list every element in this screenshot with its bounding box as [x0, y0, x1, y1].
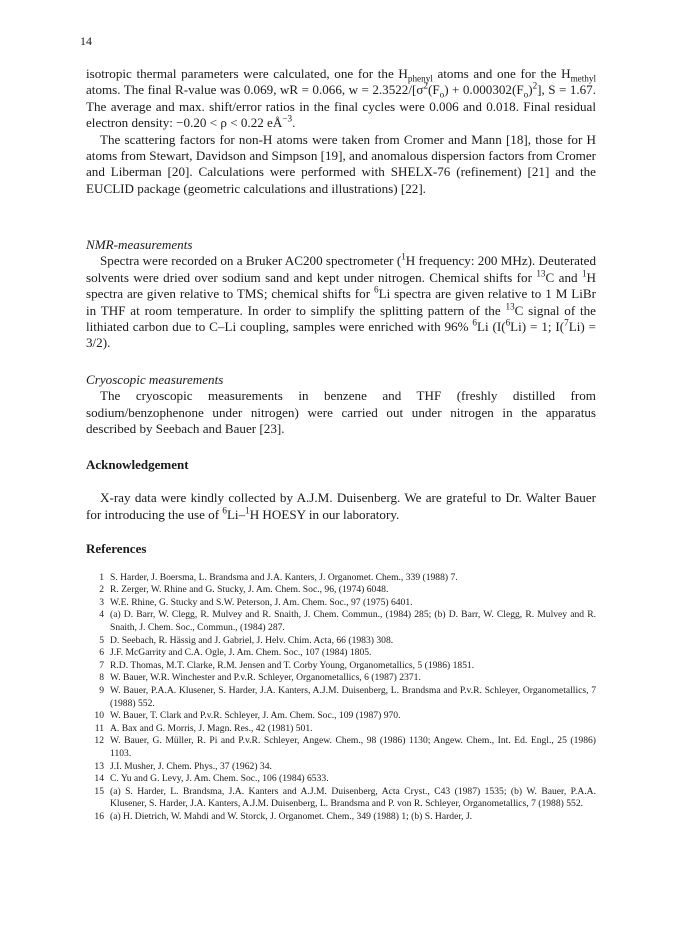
reference-number: 16	[94, 810, 104, 822]
reference-item	[86, 811, 596, 824]
reference-item	[86, 773, 596, 786]
reference-text: W. Bauer, G. Müller, R. Pi and P.v.R. Schleyer, Angew. Chem., 98 (1986) 1130; Angew. Chem., Int. Ed. Engl., 25 (1986) 1103.	[110, 735, 596, 759]
text-run: H frequency: 200 MHz). Deuterated solvents were dried over sodium sand and kept under nitrogen. Chemical shifts for	[86, 253, 596, 285]
reference-item	[86, 786, 596, 811]
reference-item	[86, 710, 596, 723]
reference-number: 1	[99, 571, 104, 583]
reference-item	[86, 735, 596, 760]
text-run: 1	[581, 268, 587, 279]
text-run: H spectra are given relative to TMS; chemical shifts for	[86, 269, 596, 302]
crystal-paragraph-1	[86, 66, 596, 132]
text-run: atoms and one for the H	[432, 66, 571, 81]
text-run: Li) = 3/2).	[86, 319, 596, 351]
reference-number: 7	[99, 659, 104, 671]
text-run: 6	[472, 317, 477, 328]
text-run: atoms. The final R-value was 0.069, wR = 0.066, w = 2.3522/[σ	[86, 82, 424, 98]
reference-text: J.I. Musher, J. Chem. Phys., 37 (1962) 34.	[110, 760, 272, 772]
text-run: o	[523, 90, 529, 101]
text-run: o	[439, 90, 445, 101]
text-run: 1	[401, 252, 406, 263]
reference-number: 14	[94, 773, 104, 785]
reference-number: 8	[99, 672, 104, 684]
crystal-section	[86, 66, 596, 197]
text-run: Li–	[226, 506, 246, 522]
reference-item	[86, 647, 596, 660]
reference-number: 13	[94, 760, 104, 772]
reference-number: 9	[99, 684, 104, 696]
text-run: Spectra were recorded on a Bruker AC200 spectrometer (	[100, 253, 402, 269]
ack-section	[86, 457, 596, 523]
references-section	[86, 543, 596, 823]
text-run: −3	[282, 113, 293, 124]
text-run: C signal of the lithiated carbon due to C–Li coupling, samples were enriched with 96%	[86, 302, 596, 335]
reference-text: (a) S. Harder, L. Brandsma, J.A. Kanters and A.J.M. Duisenberg, Acta Cryst., C43 (1987) 1535; (b) W. Bauer, P.A.A. Klusener, S. Harder, J.A. Kanters, A.J.M. Duisenberg, L. Brandsma and P. von R. Schleyer, Organometallics, 7 (1988) 552.	[110, 785, 596, 810]
reference-item	[86, 672, 596, 685]
text-run: Li (I(	[476, 319, 506, 335]
reference-item	[86, 584, 596, 597]
text-run: 6	[222, 505, 227, 516]
ack-heading: Acknowledgement	[86, 457, 189, 472]
reference-number: 10	[94, 710, 104, 722]
text-run: Li spectra are given relative to 1 M LiBr in THF at room temperature. In order to simplify the splitting pattern of the	[86, 286, 596, 318]
reference-text: J.F. McGarrity and C.A. Ogle, J. Am. Chem. Soc., 107 (1984) 1805.	[110, 647, 372, 659]
text-run: H HOESY in our laboratory.	[249, 506, 400, 522]
references-heading: References	[86, 541, 147, 556]
page-number: 14	[80, 34, 92, 48]
reference-number: 12	[94, 735, 104, 747]
reference-item	[86, 761, 596, 774]
reference-text: A. Bax and G. Morris, J. Magn. Res., 42 (1981) 501.	[110, 722, 313, 734]
text-run: 6	[374, 284, 379, 295]
reference-item	[86, 723, 596, 736]
text-run: )	[528, 82, 533, 98]
reference-item	[86, 635, 596, 648]
reference-item	[86, 597, 596, 610]
reference-number: 6	[99, 647, 104, 659]
reference-text: W. Bauer, W.R. Winchester and P.v.R. Schleyer, Organometallics, 6 (1987) 2371.	[110, 672, 421, 684]
reference-text: D. Seebach, R. Hässig and J. Gabriel, J. Helv. Chim. Acta, 66 (1983) 308.	[110, 634, 394, 646]
text-run: 6	[505, 317, 511, 328]
reference-text: W. Bauer, P.A.A. Klusener, S. Harder, J.A. Kanters, A.J.M. Duisenberg, L. Brandsma and P.v.R. Schleyer, Organometallics, 7 (1988) 552.	[110, 684, 596, 709]
reference-number: 4	[99, 609, 104, 621]
reference-text: R. Zerger, W. Rhine and G. Stucky, J. Am. Chem. Soc., 96, (1974) 6048.	[110, 584, 389, 596]
reference-number: 15	[94, 785, 104, 797]
reference-text: C. Yu and G. Levy, J. Am. Chem. Soc., 106 (1984) 6533.	[110, 773, 329, 785]
reference-item	[86, 660, 596, 673]
reference-text: (a) D. Barr, W. Clegg, R. Mulvey and R. Snaith, J. Chem. Commun., (1984) 285; (b) D. Barr, W. Clegg, R. Mulvey and R. Snaith, J. Chem. Soc., Commun., (1984) 287.	[110, 609, 596, 633]
cryo-heading: Cryoscopic measurements	[86, 372, 224, 387]
text-run: C and	[545, 269, 582, 285]
reference-text: S. Harder, J. Boersma, L. Brandsma and J.A. Kanters, J. Organomet. Chem., 339 (1988) 7.	[110, 571, 458, 583]
cryo-paragraph: The cryoscopic measurements in benzene and THF (freshly distilled from sodium/benzophenone under nitrogen) were carried out under nitrogen in the apparatus described by Seebach and Bauer [23].	[86, 388, 596, 437]
text-run: X-ray data were kindly collected by A.J.M. Duisenberg. We are grateful to Dr. Walter Bauer for introducing the use of	[86, 490, 596, 522]
reference-number: 2	[99, 584, 104, 596]
reference-text: R.D. Thomas, M.T. Clarke, R.M. Jensen and T. Corby Young, Organometallics, 5 (1986) 1851.	[110, 659, 475, 671]
text-run: 2	[423, 81, 428, 92]
reference-text: W. Bauer, T. Clark and P.v.R. Schleyer, J. Am. Chem. Soc., 109 (1987) 970.	[110, 710, 401, 722]
ack-paragraph	[86, 490, 596, 523]
text-run: ], S = 1.67. The average and max. shift/error ratios in the final cycles were 0.006 and 0.018. Final residual electron density: −0.20 < ρ < 0.22 eÅ	[86, 82, 597, 131]
nmr-paragraph	[86, 253, 596, 351]
text-run: ) + 0.000302(F	[444, 82, 524, 98]
text-run: phenyl	[407, 73, 433, 84]
reference-text: W.E. Rhine, G. Stucky and S.W. Peterson, J. Am. Chem. Soc., 97 (1975) 6401.	[110, 596, 413, 608]
text-run: isotropic thermal parameters were calculated, one for the H	[86, 66, 408, 81]
reference-number: 3	[99, 596, 104, 608]
reference-item	[86, 609, 596, 634]
nmr-section	[86, 237, 596, 352]
text-run: Li) = 1; I(	[510, 319, 565, 335]
reference-number: 5	[99, 634, 104, 646]
reference-item	[86, 685, 596, 710]
reference-number: 11	[94, 722, 104, 734]
crystal-paragraph-2: The scattering factors for non-H atoms were taken from Cromer and Mann [18], those for H atoms from Stewart, Davidson and Simpson [19], and anomalous dispersion factors from Cromer and Liberman [20]. Calculations were performed with SHELX-76 (refinement) [21] and the EUCLID package (geometric calculations and illustrations) [22].	[86, 131, 596, 196]
text-run: 13	[536, 268, 546, 279]
text-run: 1	[245, 505, 250, 516]
text-run: 7	[564, 317, 569, 328]
reference-item	[86, 572, 596, 585]
text-run: methyl	[570, 73, 596, 84]
cryo-section	[86, 372, 596, 438]
reference-text: (a) H. Dietrich, W. Mahdi and W. Storck, J. Organomet. Chem., 349 (1988) 1; (b) S. Harder, J.	[110, 810, 473, 822]
nmr-heading: NMR-measurements	[86, 237, 193, 252]
text-run: 13	[505, 301, 515, 312]
references-list	[86, 572, 596, 824]
text-run: (F	[427, 82, 440, 98]
text-run: .	[292, 115, 296, 131]
text-run: 2	[532, 81, 538, 92]
